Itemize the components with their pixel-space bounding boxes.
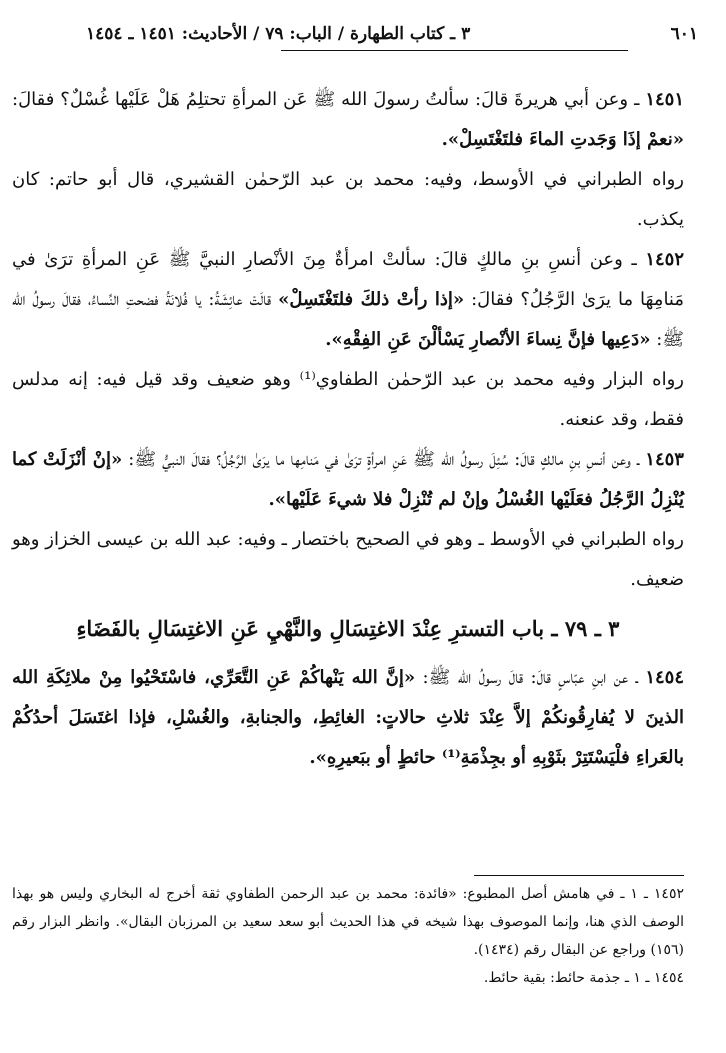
- hadith-number: ١٤٥٣: [645, 449, 684, 470]
- hadith-quote: «إنْ أنْزَلَتْ كما يُنْزِلُ الرَّجُلُ فعَلَيْها الغُسْلُ وإنْ لم تُنْزِلْ فلا شيءَ عَلَيْها».: [12, 449, 684, 510]
- hadith-quote: «نعمْ إذَا وَجَدتِ الماءَ فلتَغْتَسِلْ».: [441, 129, 684, 150]
- hadith-source: رواه الطبراني في الأوسط ـ وهو في الصحيح باختصار ـ وفيه: عبد الله بن عيسى الخزاز وهو ضعيف.: [12, 529, 684, 590]
- hadith-text-middle: قالَتْ عائِشَةُ: يا فُلانَةُ فضحتِ النِّساءُ، فقالَ رسولُ الله ﷺ:: [12, 289, 684, 350]
- footnote: ١٤٥٤ ـ ١ ـ جذمة حائط: بقية حائط.: [483, 970, 684, 986]
- hadith-quote: «إذا رأتْ ذلكَ فلتَغْتَسِلْ»: [278, 289, 465, 310]
- main-text: [12, 80, 684, 778]
- header-rule: [281, 50, 628, 51]
- hadith-text: ـ وعن أنسِ بنِ مالكٍ قالَ: سألتْ امرأةٌ مِنَ الأنْصارِ النبيَّ ﷺ عَنِ المرأةِ ترَىٰ في مَنامِهَا ما يرَىٰ الرَّجُلُ؟ فقالَ:: [12, 249, 684, 310]
- hadith-quote: «دَعِيها فإنَّ نِساءَ الأنْصارِ يَسْألْنَ عَنِ الفِقْهِ».: [325, 329, 651, 350]
- footnotes: [12, 880, 684, 992]
- hadith-text: ـ عن ابنِ عبّاسٍ قالَ: قالَ رسولُ الله ﷺ:: [422, 667, 638, 688]
- hadith-text: ـ وعن أنسِ بنِ مالكٍ قالَ: سُئِلَ رسولُ الله ﷺ عَنِ امرأةٍ ترَىٰ في مَنامِها ما يرَىٰ الرَّجُلُ؟ فقالَ النبيُّ ﷺ:: [128, 449, 640, 470]
- hadith-quote: «إنَّ الله يَنْهاكُمْ عَنِ التَّعَرِّي، فاسْتَحْيُوا مِنْ ملائِكَةِ الله الذينَ لا يُفارِقُونكُمْ إلاَّ عِنْدَ ثلاثِ حالاتٍ: الغائِطِ، والجنابةِ، والغُسْلِ، فإذا اغتَسَلَ أحدُكُمْ بالعَراءِ فلْيَسْتَتِرْ بثَوْبِهِ أو بجِذْمَةِ⁽¹⁾ حائطٍ أو ببَعيرِهِ».: [12, 667, 684, 768]
- hadith-1452: [12, 240, 684, 360]
- hadith-number: ١٤٥٢: [645, 249, 684, 270]
- hadith-number: ١٤٥٤: [645, 667, 684, 688]
- hadith-1451: [12, 80, 684, 160]
- hadith-number: ١٤٥١: [645, 89, 684, 110]
- footnote-separator: [474, 875, 684, 876]
- page-header: [86, 20, 698, 60]
- running-title: ٣ ـ كتاب الطهارة / الباب: ٧٩ / الأحاديث: ١٤٥١ ـ ١٤٥٤: [86, 24, 471, 44]
- page-number: ٦٠١: [670, 24, 698, 44]
- hadith-1453: [12, 440, 684, 520]
- hadith-source: رواه الطبراني في الأوسط، وفيه: محمد بن عبد الرّحمٰن القشيري، قال أبو حاتم: كان يكذب.: [12, 169, 684, 230]
- hadith-text: ـ وعن أبي هريرةَ قالَ: سألتُ رسولَ الله ﷺ عَن المرأةِ تحتلِمُ هَلْ عَلَيْها غُسْلٌ؟ فقالَ:: [12, 89, 640, 110]
- footnote: ١٤٥٢ ـ ١ ـ في هامش أصل المطبوع: «فائدة: محمد بن عبد الرحمن الطفاوي ثقة أخرج له البخاري وليس هو بهذا الوصف الذي هنا، وإنما الموصوف بهذا شيخه في هذا الحديث أبو سعد سعيد بن المرزبان البقال». وانظر البزار رقم (١٥٦) وراجع عن البقال رقم (١٤٣٤).: [12, 886, 684, 958]
- chapter-heading: ٣ ـ ٧٩ ـ باب التسترِ عِنْدَ الاغتِسَالِ والنَّهْيِ عَنِ الاغتِسَالِ بالفَضَاءِ: [76, 616, 620, 641]
- hadith-source: رواه البزار وفيه محمد بن عبد الرّحمٰن الطفاوي⁽¹⁾ وهو ضعيف وقد قيل فيه: إنه مدلس فقط، وقد عنعنه.: [12, 369, 684, 430]
- hadith-1454: [12, 658, 684, 778]
